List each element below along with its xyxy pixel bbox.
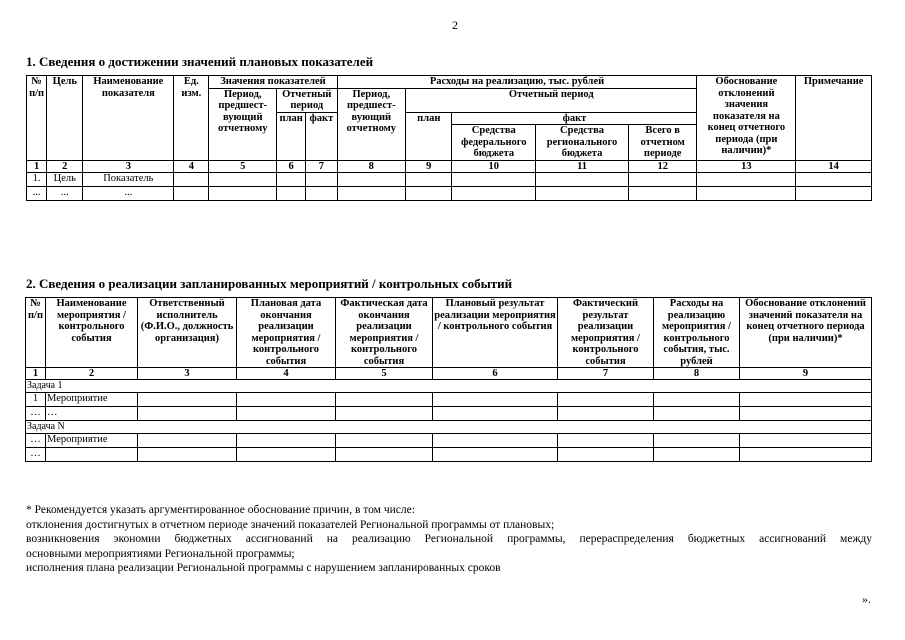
footnote-line: отклонения достигнутых в отчетном периоде значений показателей Региональной программы от плановых;	[26, 518, 555, 531]
table-row	[27, 186, 872, 200]
col-number: 2	[47, 160, 83, 172]
header-expenses: Расходы на реализацию мероприятия / контрольного события, тыс. рублей	[654, 298, 740, 368]
col-number: 3	[138, 368, 237, 380]
header-goal: Цель	[47, 76, 83, 161]
footnote-line: исполнения плана реализации Региональной программы с нарушением запланированных сроков	[26, 562, 501, 574]
header-plan: план	[277, 112, 306, 160]
events-table	[25, 297, 872, 462]
header-num: № п/п	[26, 298, 46, 368]
col-number: 1	[27, 160, 47, 172]
col-number: 13	[697, 160, 796, 172]
col-number: 9	[406, 160, 452, 172]
header-exp-fact: факт	[452, 112, 697, 125]
header-justification: Обоснование отклонений значений показателя на конец отчетного периода (при наличии)*	[740, 298, 872, 368]
table-row	[26, 434, 872, 448]
header-num: № п/п	[27, 76, 47, 161]
col-number: 5	[209, 160, 277, 172]
col-number: 11	[536, 160, 629, 172]
col-number: 9	[740, 368, 872, 380]
header-indicator-values: Значения показателей	[209, 76, 337, 89]
header-regional: Средства регионального бюджета	[536, 125, 629, 161]
footnote-line: возникновения экономии бюджетных ассигнований на реализацию Региональной программы, перераспределения бюджетных ассигнований между	[26, 533, 872, 545]
header-note: Примечание	[796, 76, 872, 161]
header-report-period: Отчетный период	[277, 88, 337, 112]
closing-quote: ».	[862, 592, 871, 606]
row-num: …	[26, 434, 46, 448]
row-num: ...	[27, 186, 47, 200]
header-indicator-name: Наименование показателя	[83, 76, 174, 161]
col-number: 5	[336, 368, 433, 380]
header-exp-prev-period: Период, предшест- вующий отчетному	[337, 88, 406, 160]
row-event-name: Мероприятие	[46, 393, 138, 407]
col-number: 6	[433, 368, 558, 380]
row-num: …	[26, 448, 46, 462]
table-row	[26, 407, 872, 421]
row-goal: Цель	[47, 172, 83, 186]
header-exp-report-period: Отчетный период	[406, 88, 697, 112]
row-indicator: ...	[83, 186, 174, 200]
row-num: 1	[26, 393, 46, 407]
table-row	[27, 172, 872, 186]
row-num: …	[26, 407, 46, 421]
header-expenses: Расходы на реализацию, тыс. рублей	[337, 76, 697, 89]
col-number: 1	[26, 368, 46, 380]
footnote-line: основными мероприятиями Региональной программы;	[26, 547, 295, 560]
row-goal: ...	[47, 186, 83, 200]
col-number: 10	[452, 160, 536, 172]
footnote-intro: * Рекомендуется указать аргументированное обоснование причин, в том числе:	[26, 504, 415, 516]
header-justification: Обоснование отклонений значения показателя на конец отчетного периода (при наличии)*	[697, 76, 796, 161]
col-number: 4	[237, 368, 336, 380]
row-event-name	[46, 448, 138, 462]
header-actual-date: Фактическая дата окончания реализации мероприятия / контрольного события	[336, 298, 433, 368]
table-row	[26, 393, 872, 407]
col-number: 8	[654, 368, 740, 380]
header-exp-plan: план	[406, 112, 452, 160]
table-row	[26, 448, 872, 462]
header-planned-result: Плановый результат реализации мероприятия / контрольного события	[433, 298, 558, 368]
header-federal: Средства федерального бюджета	[452, 125, 536, 161]
indicators-table	[26, 75, 872, 201]
section1-title: 1. Сведения о достижении значений плановых показателей	[26, 54, 374, 69]
col-number: 6	[277, 160, 306, 172]
col-number: 14	[796, 160, 872, 172]
task-1-label: Задача 1	[26, 380, 872, 393]
col-number: 4	[174, 160, 209, 172]
header-planned-date: Плановая дата окончания реализации мероприятия / контрольного события	[237, 298, 336, 368]
header-prev-period: Период, предшест- вующий отчетному	[209, 88, 277, 160]
col-number: 7	[558, 368, 654, 380]
header-total: Всего в отчетном периоде	[628, 125, 697, 161]
section2-title: 2. Сведения о реализации запланированных мероприятий / контрольных событий	[26, 276, 513, 291]
header-event-name: Наименование мероприятия / контрольного события	[46, 298, 138, 368]
row-event-name: …	[46, 407, 138, 421]
task-n-label: Задача N	[26, 421, 872, 434]
page-number: 2	[452, 18, 458, 32]
footnote	[26, 503, 872, 576]
col-number: 2	[46, 368, 138, 380]
row-event-name: Мероприятие	[46, 434, 138, 448]
header-unit: Ед. изм.	[174, 76, 209, 161]
row-indicator: Показатель	[83, 172, 174, 186]
col-number: 12	[628, 160, 697, 172]
col-number: 8	[337, 160, 406, 172]
header-fact: факт	[306, 112, 337, 160]
col-number: 7	[306, 160, 337, 172]
col-number: 3	[83, 160, 174, 172]
header-actual-result: Фактический результат реализации мероприятия / контрольного события	[558, 298, 654, 368]
row-num: 1.	[27, 172, 47, 186]
header-responsible: Ответственный исполнитель (Ф.И.О., должность организация)	[138, 298, 237, 368]
